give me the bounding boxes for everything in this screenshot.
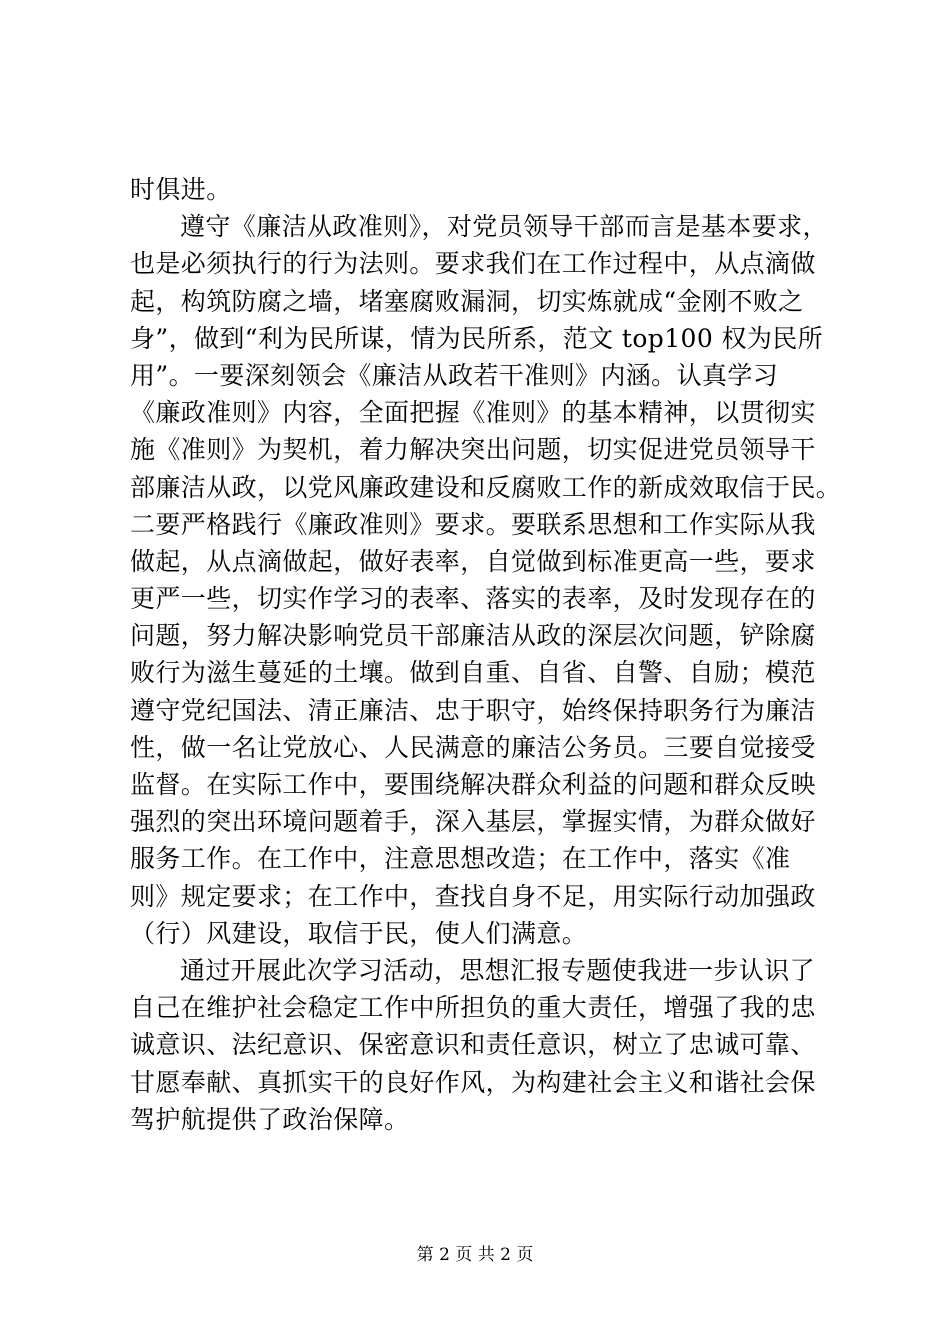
text-line: 强烈的突出环境问题着手，深入基层，掌握实情，为群众做好 [130,807,816,837]
text-line: 做起，从点滴做起，做好表率，自觉做到标准更高一些，要求 [130,546,816,576]
text-line: 监督。在实际工作中，要围绕解决群众利益的问题和群众反映 [130,770,816,799]
text-line: 甘愿奉献、真抓实干的良好作风，为构建社会主义和谐社会保 [130,1067,816,1097]
text-line: 《廉政准则》内容，全面把握《准则》的基本精神，以贯彻实 [130,398,816,428]
text-line: 身”，做到“利为民所谋，情为民所系，范文 top100 权为民所 [130,323,824,353]
text-line: 则》规定要求；在工作中，查找自身不足，用实际行动加强政 [130,881,816,911]
paragraph-start-line: 遵守《廉洁从政准则》，对党员领导干部而言是基本要求， [180,212,828,242]
page-indicator: 第 2 页 共 2 页 [416,1245,534,1265]
text-line: 败行为滋生蔓延的土壤。做到自重、自省、自警、自励；模范 [130,658,816,688]
paragraph-start-line: 通过开展此次学习活动，思想汇报专题使我进一步认识了 [180,955,816,985]
text-line: 遵守党纪国法、清正廉洁、忠于职守，始终保持职务行为廉洁 [130,695,816,725]
text-line: 诚意识、法纪意识、保密意识和责任意识，树立了忠诚可靠、 [130,1030,816,1060]
text-line: 问题，努力解决影响党员干部廉洁从政的深层次问题，铲除腐 [130,621,816,651]
text-line: 施《准则》为契机，着力解决突出问题，切实促进党员领导干 [130,435,816,465]
text-line: 起，构筑防腐之墙，堵塞腐败漏洞，切实炼就成“金刚不败之 [130,286,804,316]
document-body [130,171,842,1138]
text-line: 更严一些，切实作学习的表率、落实的表率，及时发现存在的 [130,584,816,614]
text-line: 二要严格践行《廉政准则》要求。要联系思想和工作实际从我 [130,509,816,539]
text-line: 自己在维护社会稳定工作中所担负的重大责任，增强了我的忠 [130,993,816,1023]
text-line: （行）风建设，取信于民，使人们满意。 [130,918,588,948]
page-footer [0,1244,950,1266]
text-line: 部廉洁从政，以党风廉政建设和反腐败工作的新成效取信于民。 [130,472,842,502]
text-line: 用”。一要深刻领会《廉洁从政若干准则》内涵。认真学习 [130,360,779,390]
text-line: 时俱进。 [130,175,232,204]
text-line: 性，做一名让党放心、人民满意的廉洁公务员。三要自觉接受 [130,732,816,762]
text-line: 也是必须执行的行为法则。要求我们在工作过程中，从点滴做 [130,249,816,279]
text-line: 服务工作。在工作中，注意思想改造；在工作中，落实《准 [130,844,791,874]
text-line: 驾护航提供了政治保障。 [130,1104,410,1134]
